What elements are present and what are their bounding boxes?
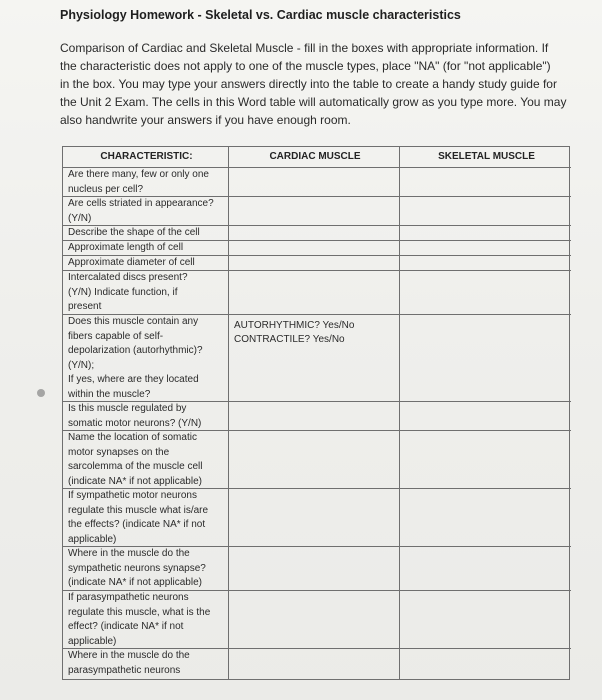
cardiac-header: CARDIAC MUSCLE (229, 147, 400, 168)
characteristic-cell (63, 489, 229, 547)
characteristic-text: (Y/N) (68, 212, 92, 224)
instructions-line: the Unit 2 Exam. The cells in this Word table will automatically grow as you type more. You may (60, 95, 567, 109)
skeletal-cell[interactable] (400, 431, 571, 489)
characteristic-header: CHARACTERISTIC: (63, 147, 229, 168)
characteristic-text: somatic motor neurons? (Y/N) (68, 417, 202, 429)
characteristic-cell (63, 591, 229, 649)
cardiac-cell[interactable] (229, 271, 400, 315)
skeletal-cell[interactable] (400, 547, 571, 591)
skeletal-cell[interactable] (400, 226, 571, 241)
cardiac-cell[interactable] (229, 649, 400, 679)
cardiac-cell[interactable] (229, 168, 400, 197)
skeletal-cell[interactable] (400, 591, 571, 649)
instructions-paragraph (60, 39, 580, 129)
cardiac-cell[interactable] (229, 315, 400, 402)
page-title: Physiology Homework - Skeletal vs. Cardiac muscle characteristics (60, 8, 461, 22)
characteristic-text: present (68, 301, 102, 313)
characteristic-text: (indicate NA* if not applicable) (68, 577, 202, 589)
characteristic-cell (63, 197, 229, 226)
cardiac-cell[interactable] (229, 197, 400, 226)
characteristic-cell (63, 241, 229, 256)
instructions-line: in the box. You may type your answers directly into the table to create a handy study guide for (60, 77, 557, 91)
characteristic-cell (63, 431, 229, 489)
answer-text: AUTORHYTHMIC? Yes/No (234, 320, 355, 331)
skeletal-cell[interactable] (400, 168, 571, 197)
instructions-line: the characteristic does not apply to one of the muscle types, place "NA" (for "not applicable") (60, 59, 551, 73)
cardiac-cell[interactable] (229, 256, 400, 271)
characteristic-text: Approximate diameter of cell (68, 257, 195, 268)
characteristic-text: Where in the muscle do the (68, 650, 190, 661)
characteristic-text: within the muscle? (68, 388, 151, 400)
instructions-line: also handwrite your answers if you have enough room. (60, 113, 351, 127)
characteristic-text: applicable) (68, 533, 117, 545)
characteristic-text: (Y/N); (68, 359, 95, 371)
characteristic-text: Intercalated discs present? (68, 272, 188, 283)
page-spot (37, 389, 45, 397)
characteristic-text: Is this muscle regulated by (68, 403, 187, 414)
characteristic-text: parasympathetic neurons (68, 664, 181, 676)
skeletal-cell[interactable] (400, 315, 571, 402)
skeletal-cell[interactable] (400, 197, 571, 226)
skeletal-cell[interactable] (400, 649, 571, 679)
characteristic-text: If sympathetic motor neurons (68, 490, 197, 501)
characteristic-cell (63, 168, 229, 197)
characteristic-text: sarcolemma of the muscle cell (68, 461, 203, 473)
skeletal-cell[interactable] (400, 402, 571, 431)
characteristic-text: Approximate length of cell (68, 242, 184, 253)
characteristic-text: fibers capable of self- (68, 330, 164, 342)
characteristic-text: Describe the shape of the cell (68, 227, 200, 238)
characteristic-text: depolarization (autorhythmic)? (68, 345, 203, 357)
cardiac-cell[interactable] (229, 591, 400, 649)
characteristic-text: Are cells striated in appearance? (68, 198, 214, 209)
answer-text: CONTRACTILE? Yes/No (234, 333, 345, 345)
characteristic-text: regulate this muscle what is/are (68, 504, 209, 516)
cardiac-cell[interactable] (229, 226, 400, 241)
characteristic-cell (63, 547, 229, 591)
characteristic-text: effect? (indicate NA* if not (68, 621, 184, 633)
cardiac-cell[interactable] (229, 489, 400, 547)
characteristic-text: If yes, where are they located (68, 374, 199, 386)
characteristic-text: Does this muscle contain any (68, 316, 199, 327)
characteristic-text: regulate this muscle, what is the (68, 606, 211, 618)
characteristic-cell (63, 649, 229, 679)
characteristic-text: Are there many, few or only one (68, 169, 209, 180)
characteristic-cell (63, 256, 229, 271)
skeletal-header: SKELETAL MUSCLE (400, 147, 571, 168)
comparison-table (62, 146, 570, 680)
cardiac-cell[interactable] (229, 547, 400, 591)
instructions-line: Comparison of Cardiac and Skeletal Muscle - fill in the boxes with appropriate information. If (60, 41, 549, 55)
characteristic-cell (63, 315, 229, 402)
cardiac-cell[interactable] (229, 431, 400, 489)
characteristic-text: (indicate NA* if not applicable) (68, 475, 202, 487)
characteristic-cell (63, 271, 229, 315)
characteristic-text: applicable) (68, 635, 117, 647)
characteristic-text: the effects? (indicate NA* if not (68, 519, 206, 531)
skeletal-cell[interactable] (400, 256, 571, 271)
cardiac-cell[interactable] (229, 402, 400, 431)
cardiac-cell[interactable] (229, 241, 400, 256)
characteristic-text: nucleus per cell? (68, 183, 144, 195)
characteristic-text: (Y/N) Indicate function, if (68, 286, 178, 298)
characteristic-text: Name the location of somatic (68, 432, 197, 443)
characteristic-cell (63, 402, 229, 431)
skeletal-cell[interactable] (400, 271, 571, 315)
characteristic-text: sympathetic neurons synapse? (68, 562, 206, 574)
skeletal-cell[interactable] (400, 489, 571, 547)
characteristic-text: motor synapses on the (68, 446, 170, 458)
characteristic-text: If parasympathetic neurons (68, 592, 189, 603)
characteristic-text: Where in the muscle do the (68, 548, 190, 559)
characteristic-cell (63, 226, 229, 241)
skeletal-cell[interactable] (400, 241, 571, 256)
